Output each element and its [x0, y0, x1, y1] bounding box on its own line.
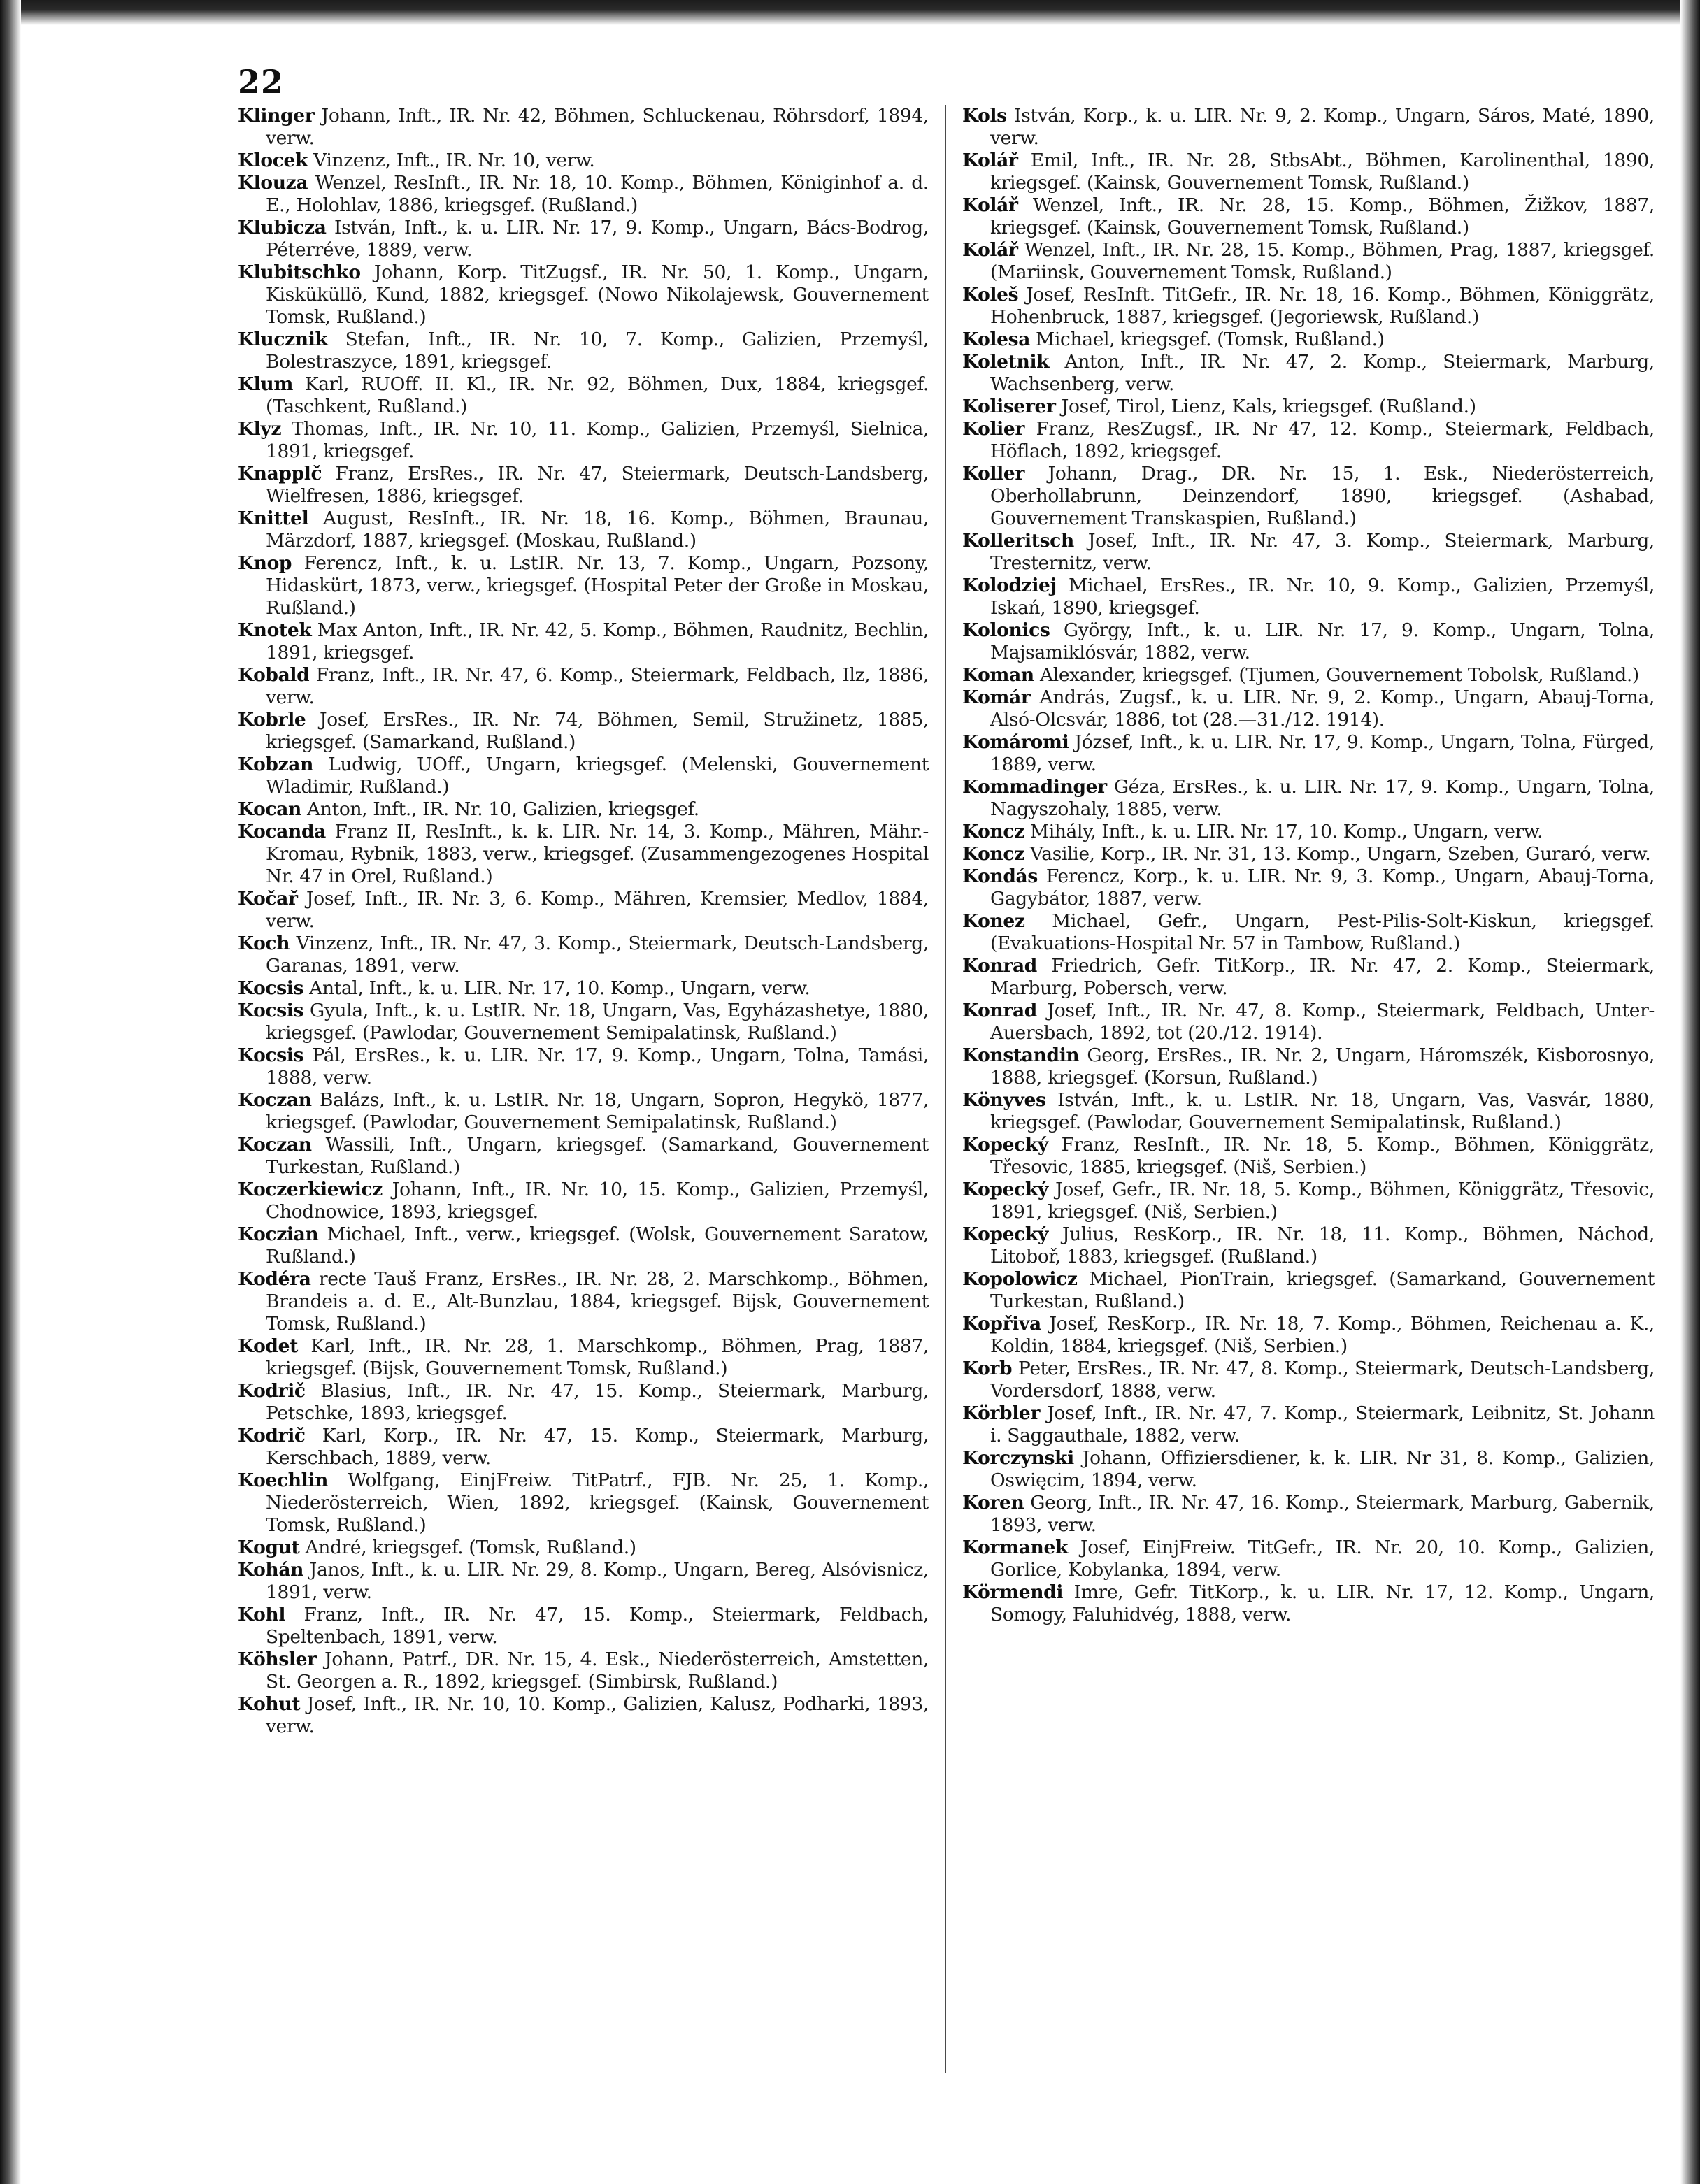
entry-surname: Kocsis [238, 1044, 304, 1066]
entry-surname: Knapplč [238, 463, 322, 484]
register-entry [238, 172, 929, 217]
entry-surname: Kobald [238, 664, 310, 686]
entry-surname: Klum [238, 373, 294, 395]
entry-details: Johann, Drag., DR. Nr. 15, 1. Esk., Niederösterreich, Oberhollabrunn, Deinzendorf, 1890, kriegsgef. (Ashabad, Gouvernement Transkaspien, Rußland.) [990, 463, 1655, 529]
entry-surname: Köhsler [238, 1648, 317, 1670]
entry-details: Karl, Inft., IR. Nr. 28, 1. Marschkomp., Böhmen, Prag, 1887, kriegsgef. (Bijsk, Gouvernement Tomsk, Rußland.) [266, 1335, 929, 1379]
entry-details: Josef, ErsRes., IR. Nr. 74, Böhmen, Semil, Stružinetz, 1885, kriegsgef. (Samarkand, Rußland.) [266, 709, 929, 753]
register-entry [238, 508, 929, 552]
register-entry [238, 709, 929, 754]
entry-details: Wassili, Inft., Ungarn, kriegsgef. (Samarkand, Gouvernement Turkestan, Rußland.) [266, 1134, 929, 1178]
scan-edge-left [0, 0, 21, 2184]
entry-details: Josef, Inft., IR. Nr. 47, 3. Komp., Steiermark, Marburg, Tresternitz, verw. [990, 530, 1655, 574]
entry-details: Josef, Gefr., IR. Nr. 18, 5. Komp., Böhmen, Königgrätz, Třesovic, 1891, kriegsgef. (Niš, Serbien.) [990, 1179, 1655, 1223]
entry-surname: Koczerkiewicz [238, 1179, 383, 1200]
entry-surname: Kormanek [962, 1537, 1068, 1558]
page-number: 22 [238, 63, 285, 101]
entry-details: István, Inft., k. u. LstIR. Nr. 18, Ungarn, Vas, Vasvár, 1880, kriegsgef. (Pawlodar, Gouvernement Semipalatinsk, Rußland.) [990, 1089, 1655, 1133]
entry-surname: Kolodziej [962, 575, 1057, 596]
register-entry [238, 329, 929, 373]
register-entry [962, 1313, 1655, 1358]
register-entry [962, 396, 1655, 418]
register-entry [238, 105, 929, 150]
entry-surname: Kolonics [962, 619, 1050, 641]
entry-surname: Knop [238, 552, 292, 574]
entry-surname: Korb [962, 1358, 1013, 1379]
entry-details: Josef, Inft., IR. Nr. 47, 7. Komp., Steiermark, Leibnitz, St. Johann i. Saggauthale, 1882, verw. [990, 1402, 1655, 1446]
entry-surname: Kocan [238, 798, 301, 820]
entry-details: Karl, Korp., IR. Nr. 47, 15. Komp., Steiermark, Marburg, Kerschbach, 1889, verw. [266, 1425, 929, 1469]
entry-surname: Korczynski [962, 1447, 1074, 1469]
entry-details: Ferencz, Korp., k. u. LIR. Nr. 9, 3. Komp., Ungarn, Abauj-Torna, Gagybátor, 1887, verw. [990, 865, 1655, 910]
register-entry [962, 687, 1655, 731]
entry-surname: Klubitschko [238, 261, 361, 283]
register-entry [238, 619, 929, 664]
entry-details: József, Inft., k. u. LIR. Nr. 17, 9. Komp., Ungarn, Tolna, Fürged, 1889, verw. [990, 731, 1655, 775]
entry-surname: Kolář [962, 239, 1018, 261]
entry-details: Thomas, Inft., IR. Nr. 10, 11. Komp., Galizien, Przemyśl, Sielnica, 1891, kriegsgef. [266, 418, 929, 462]
register-entry [962, 1492, 1655, 1537]
entry-surname: Kohut [238, 1693, 301, 1715]
register-entry [962, 1537, 1655, 1581]
entry-surname: Kodéra [238, 1268, 311, 1290]
entry-surname: Koleš [962, 284, 1019, 306]
register-entry [962, 530, 1655, 575]
entry-surname: Kopolowicz [962, 1268, 1078, 1290]
entry-details: Stefan, Inft., IR. Nr. 10, 7. Komp., Galizien, Przemyśl, Bolestraszyce, 1891, kriegsgef. [266, 329, 929, 373]
entry-surname: Kolář [962, 194, 1018, 216]
entry-surname: Kommadinger [962, 776, 1107, 798]
entry-details: Josef, Inft., IR. Nr. 10, 10. Komp., Galizien, Kalusz, Podharki, 1893, verw. [266, 1693, 929, 1737]
entry-details: recte Tauš Franz, ErsRes., IR. Nr. 28, 2. Marschkomp., Böhmen, Brandeis a. d. E., Alt-Bunzlau, 1884, kriegsgef. Bijsk, Gouvernement Tomsk, Rußland.) [266, 1268, 929, 1335]
entry-details: Wolfgang, EinjFreiw. TitPatrf., FJB. Nr. 25, 1. Komp., Niederösterreich, Wien, 1892, kriegsgef. (Kainsk, Gouvernement Tomsk, Rußland.) [266, 1470, 929, 1536]
entry-details: Blasius, Inft., IR. Nr. 47, 15. Komp., Steiermark, Marburg, Petschke, 1893, kriegsgef. [266, 1380, 929, 1424]
entry-surname: Klubicza [238, 217, 327, 238]
register-entry [962, 1402, 1655, 1447]
entry-surname: Kohl [238, 1604, 286, 1625]
register-entry [238, 261, 929, 329]
entry-details: Karl, RUOff. II. Kl., IR. Nr. 92, Böhmen, Dux, 1884, kriegsgef. (Taschkent, Rußland.) [266, 373, 929, 417]
entry-surname: Kogut [238, 1537, 300, 1558]
entry-surname: Klinger [238, 105, 315, 127]
entry-details: István, Inft., k. u. LIR. Nr. 17, 9. Komp., Ungarn, Bács-Bodrog, Péterréve, 1889, verw. [266, 217, 929, 261]
register-entry [962, 1223, 1655, 1268]
entry-surname: Koechlin [238, 1470, 328, 1491]
register-entry [962, 821, 1655, 843]
entry-details: Anton, Inft., IR. Nr. 47, 2. Komp., Steiermark, Marburg, Wachsenberg, verw. [990, 351, 1655, 395]
register-entry [238, 1537, 929, 1559]
register-entry [238, 373, 929, 418]
entry-details: Wenzel, Inft., IR. Nr. 28, 15. Komp., Böhmen, Prag, 1887, kriegsgef. (Mariinsk, Gouvernement Tomsk, Rußland.) [990, 239, 1655, 283]
entry-details: Josef, EinjFreiw. TitGefr., IR. Nr. 20, 10. Komp., Galizien, Gorlice, Kobylanka, 1894, verw. [990, 1537, 1655, 1581]
register-entry [238, 1179, 929, 1223]
register-entry [962, 664, 1655, 687]
entry-surname: Komár [962, 687, 1031, 708]
entry-details: Michael, Gefr., Ungarn, Pest-Pilis-Solt-Kiskun, kriegsgef. (Evakuations-Hospital Nr. 57 in Tambow, Rußland.) [990, 910, 1655, 954]
entry-details: Vinzenz, Inft., IR. Nr. 10, verw. [313, 150, 595, 171]
register-entry [238, 1380, 929, 1425]
entry-surname: Konez [962, 910, 1025, 932]
entry-details: György, Inft., k. u. LIR. Nr. 17, 9. Komp., Ungarn, Tolna, Majsamiklósvár, 1882, verw. [990, 619, 1655, 663]
left-column [238, 105, 929, 1738]
entry-surname: Kodet [238, 1335, 299, 1357]
register-entry [238, 1470, 929, 1537]
entry-surname: Könyves [962, 1089, 1046, 1111]
register-entry [238, 418, 929, 463]
entry-surname: Koren [962, 1492, 1024, 1514]
register-entry [962, 1089, 1655, 1134]
entry-surname: Kopřiva [962, 1313, 1041, 1335]
register-entry [238, 463, 929, 508]
entry-surname: Komáromi [962, 731, 1069, 753]
entry-details: Mihály, Inft., k. u. LIR. Nr. 17, 10. Komp., Ungarn, verw. [1029, 821, 1543, 842]
register-entry [238, 1335, 929, 1380]
register-entry [962, 105, 1655, 150]
entry-details: Georg, Inft., IR. Nr. 47, 16. Komp., Steiermark, Marburg, Gabernik, 1893, verw. [990, 1492, 1655, 1536]
register-entry [238, 664, 929, 709]
register-entry [962, 418, 1655, 463]
entry-surname: Kocanda [238, 821, 326, 842]
register-entry [962, 194, 1655, 239]
entry-details: Peter, ErsRes., IR. Nr. 47, 8. Komp., Steiermark, Deutsch-Landsberg, Vordersdorf, 1888, verw. [990, 1358, 1655, 1402]
register-entry [238, 1425, 929, 1470]
entry-surname: Koncz [962, 821, 1024, 842]
register-entry [962, 865, 1655, 910]
register-entry [238, 1604, 929, 1648]
entry-details: Janos, Inft., k. u. LIR. Nr. 29, 8. Komp., Ungarn, Bereg, Alsóvisnicz, 1891, verw. [266, 1559, 929, 1603]
register-entry [238, 1559, 929, 1604]
entry-details: Wenzel, ResInft., IR. Nr. 18, 10. Komp., Böhmen, Königinhof a. d. E., Holohlav, 1886, kriegsgef. (Rußland.) [266, 172, 929, 216]
entry-surname: Kolesa [962, 329, 1031, 350]
entry-surname: Koletnik [962, 351, 1050, 373]
entry-surname: Koman [962, 664, 1034, 686]
entry-details: Anton, Inft., IR. Nr. 10, Galizien, kriegsgef. [307, 798, 699, 820]
register-entry [238, 888, 929, 933]
entry-details: Géza, ErsRes., k. u. LIR. Nr. 17, 9. Komp., Ungarn, Tolna, Nagyszohaly, 1885, verw. [990, 776, 1655, 820]
entry-details: Ferencz, Inft., k. u. LstIR. Nr. 13, 7. Komp., Ungarn, Pozsony, Hidaskürt, 1873, verw., kriegsgef. (Hospital Peter der Große in Moskau, Rußland.) [266, 552, 929, 619]
entry-details: Friedrich, Gefr. TitKorp., IR. Nr. 47, 2. Komp., Steiermark, Marburg, Pobersch, verw. [990, 955, 1655, 999]
entry-surname: Kobrle [238, 709, 306, 731]
register-entry [238, 933, 929, 977]
entry-details: Franz, ErsRes., IR. Nr. 47, Steiermark, Deutsch-Landsberg, Wielfresen, 1886, kriegsgef. [266, 463, 929, 507]
register-entry [238, 1268, 929, 1335]
entry-details: Julius, ResKorp., IR. Nr. 18, 11. Komp., Böhmen, Náchod, Litoboř, 1883, kriegsgef. (Rußland.) [990, 1223, 1655, 1267]
entry-details: Emil, Inft., IR. Nr. 28, StbsAbt., Böhmen, Karolinenthal, 1890, kriegsgef. (Kainsk, Gouvernement Tomsk, Rußland.) [990, 150, 1655, 194]
register-entry [962, 1179, 1655, 1223]
register-entry [962, 955, 1655, 1000]
column-divider [945, 105, 946, 2073]
register-entry [962, 575, 1655, 619]
register-entry [962, 910, 1655, 955]
entry-details: Franz, Inft., IR. Nr. 47, 15. Komp., Steiermark, Feldbach, Speltenbach, 1891, verw. [266, 1604, 929, 1648]
entry-surname: Kolier [962, 418, 1024, 440]
right-column [962, 105, 1655, 1626]
entry-details: András, Zugsf., k. u. LIR. Nr. 9, 2. Komp., Ungarn, Abauj-Torna, Alsó-Olcsvár, 1886, tot (28.—31./12. 1914). [990, 687, 1655, 731]
entry-surname: Konrad [962, 955, 1037, 977]
entry-details: Michael, PionTrain, kriegsgef. (Samarkand, Gouvernement Turkestan, Rußland.) [990, 1268, 1655, 1312]
entry-details: Johann, Patrf., DR. Nr. 15, 4. Esk., Niederösterreich, Amstetten, St. Georgen a. R., 1892, kriegsgef. (Simbirsk, Rußland.) [266, 1648, 929, 1693]
entry-details: Johann, Inft., IR. Nr. 42, Böhmen, Schluckenau, Röhrsdorf, 1894, verw. [266, 105, 929, 149]
entry-details: Michael, kriegsgef. (Tomsk, Rußland.) [1036, 329, 1385, 350]
register-entry [238, 1223, 929, 1268]
entry-surname: Knittel [238, 508, 309, 529]
entry-details: Franz II, ResInft., k. k. LIR. Nr. 14, 3. Komp., Mähren, Mähr.-Kromau, Rybnik, 1883, verw., kriegsgef. (Zusammengezogenes Hospital Nr. 47 in Orel, Rußland.) [266, 821, 929, 887]
register-entry [238, 1000, 929, 1044]
register-entry [962, 284, 1655, 329]
register-entry [962, 776, 1655, 821]
entry-surname: Kolleritsch [962, 530, 1074, 552]
register-entry [238, 552, 929, 619]
entry-surname: Kohán [238, 1559, 304, 1581]
scan-edge-top [0, 0, 1700, 25]
register-entry [962, 731, 1655, 776]
entry-surname: Kocsis [238, 1000, 304, 1021]
entry-surname: Knotek [238, 619, 312, 641]
entry-details: Johann, Offiziersdiener, k. k. LIR. Nr 31, 8. Komp., Galizien, Oswięcim, 1894, verw. [990, 1447, 1655, 1491]
entry-details: Josef, ResKorp., IR. Nr. 18, 7. Komp., Böhmen, Reichenau a. K., Koldin, 1884, kriegsgef. (Niš, Serbien.) [990, 1313, 1655, 1357]
entry-surname: Kodrič [238, 1380, 306, 1402]
register-entry [962, 1268, 1655, 1313]
scan-edge-right [1680, 0, 1700, 2184]
register-entry [962, 329, 1655, 351]
entry-details: Alexander, kriegsgef. (Tjumen, Gouvernement Tobolsk, Rußland.) [1039, 664, 1639, 686]
entry-surname: Kopecký [962, 1134, 1048, 1156]
entry-details: August, ResInft., IR. Nr. 18, 16. Komp., Böhmen, Braunau, Märzdorf, 1887, kriegsgef. (Moskau, Rußland.) [266, 508, 929, 552]
entry-details: Imre, Gefr. TitKorp., k. u. LIR. Nr. 17, 12. Komp., Ungarn, Somogy, Faluhidvég, 1888, verw. [990, 1581, 1655, 1625]
entry-details: Pál, ErsRes., k. u. LIR. Nr. 17, 9. Komp., Ungarn, Tolna, Tamási, 1888, verw. [266, 1044, 929, 1089]
register-entry [962, 1447, 1655, 1492]
entry-surname: Kopecký [962, 1223, 1048, 1245]
register-entry [962, 150, 1655, 194]
entry-surname: Klouza [238, 172, 308, 194]
entry-details: Gyula, Inft., k. u. LstIR. Nr. 18, Ungarn, Vas, Egyházashetye, 1880, kriegsgef. (Pawlodar, Gouvernement Semipalatinsk, Rußland.) [266, 1000, 929, 1044]
entry-surname: Klyz [238, 418, 282, 440]
entry-surname: Kočař [238, 888, 298, 910]
entry-surname: Konrad [962, 1000, 1037, 1021]
entry-surname: Konstandin [962, 1044, 1080, 1066]
register-entry [238, 150, 929, 172]
register-entry [962, 351, 1655, 396]
entry-details: Johann, Inft., IR. Nr. 10, 15. Komp., Galizien, Przemyśl, Chodnowice, 1893, kriegsgef. [266, 1179, 929, 1223]
register-entry [962, 619, 1655, 664]
entry-details: André, kriegsgef. (Tomsk, Rußland.) [305, 1537, 636, 1558]
register-entry [962, 1358, 1655, 1402]
entry-surname: Klucznik [238, 329, 328, 350]
entry-details: Johann, Korp. TitZugsf., IR. Nr. 50, 1. Komp., Ungarn, Kisküküllö, Kund, 1882, kriegsgef. (Nowo Nikolajewsk, Gouvernement Tomsk, Rußland.) [266, 261, 929, 328]
entry-surname: Kopecký [962, 1179, 1048, 1200]
entry-surname: Körbler [962, 1402, 1041, 1424]
entry-details: Michael, ErsRes., IR. Nr. 10, 9. Komp., Galizien, Przemyśl, Iskań, 1890, kriegsgef. [990, 575, 1655, 619]
register-entry [962, 239, 1655, 284]
entry-surname: Kolář [962, 150, 1018, 171]
register-entry [238, 1648, 929, 1693]
entry-details: Vinzenz, Inft., IR. Nr. 47, 3. Komp., Steiermark, Deutsch-Landsberg, Garanas, 1891, verw. [266, 933, 929, 977]
register-entry [962, 1134, 1655, 1179]
entry-surname: Koncz [962, 843, 1024, 865]
entry-details: Michael, Inft., verw., kriegsgef. (Wolsk, Gouvernement Saratow, Rußland.) [266, 1223, 929, 1267]
entry-details: Antal, Inft., k. u. LIR. Nr. 17, 10. Komp., Ungarn, verw. [309, 977, 810, 999]
entry-details: Josef, Tirol, Lienz, Kals, kriegsgef. (Rußland.) [1061, 396, 1476, 417]
entry-surname: Kols [962, 105, 1007, 127]
entry-details: Wenzel, Inft., IR. Nr. 28, 15. Komp., Böhmen, Žižkov, 1887, kriegsgef. (Kainsk, Gouvernement Tomsk, Rußland.) [990, 194, 1655, 238]
register-entry [962, 843, 1655, 865]
entry-details: Josef, Inft., IR. Nr. 3, 6. Komp., Mähren, Kremsier, Medlov, 1884, verw. [266, 888, 929, 932]
register-entry [962, 1044, 1655, 1089]
register-entry [238, 798, 929, 821]
entry-surname: Kobzan [238, 754, 314, 775]
register-entry [238, 1044, 929, 1089]
entry-surname: Körmendi [962, 1581, 1064, 1603]
entry-surname: Kocsis [238, 977, 304, 999]
register-entry [238, 977, 929, 1000]
entry-details: István, Korp., k. u. LIR. Nr. 9, 2. Komp., Ungarn, Sáros, Maté, 1890, verw. [990, 105, 1655, 149]
entry-surname: Kondás [962, 865, 1038, 887]
entry-details: Georg, ErsRes., IR. Nr. 2, Ungarn, Háromszék, Kisborosnyo, 1888, kriegsgef. (Korsun, Rußland.) [990, 1044, 1655, 1089]
entry-surname: Koczan [238, 1089, 312, 1111]
entry-details: Josef, ResInft. TitGefr., IR. Nr. 18, 16. Komp., Böhmen, Königgrätz, Hohenbruck, 1887, kriegsgef. (Jegoriewsk, Rußland.) [990, 284, 1655, 328]
entry-details: Josef, Inft., IR. Nr. 47, 8. Komp., Steiermark, Feldbach, Unter-Auersbach, 1892, tot (20./12. 1914). [990, 1000, 1655, 1044]
entry-details: Max Anton, Inft., IR. Nr. 42, 5. Komp., Böhmen, Raudnitz, Bechlin, 1891, kriegsgef. [266, 619, 929, 663]
entry-details: Franz, Inft., IR. Nr. 47, 6. Komp., Steiermark, Feldbach, Ilz, 1886, verw. [266, 664, 929, 708]
register-entry [962, 1581, 1655, 1626]
entry-details: Vasilie, Korp., IR. Nr. 31, 13. Komp., Ungarn, Szeben, Guraró, verw. [1029, 843, 1651, 865]
entry-surname: Koczan [238, 1134, 312, 1156]
register-entry [962, 1000, 1655, 1044]
register-entry [962, 463, 1655, 530]
register-entry [238, 217, 929, 261]
entry-surname: Klocek [238, 150, 308, 171]
register-entry [238, 821, 929, 888]
entry-surname: Kodrič [238, 1425, 306, 1446]
entry-surname: Koller [962, 463, 1024, 484]
register-entry [238, 1134, 929, 1179]
entry-surname: Koch [238, 933, 290, 954]
entry-details: Franz, ResInft., IR. Nr. 18, 5. Komp., Böhmen, Königgrätz, Třesovic, 1885, kriegsgef. (Niš, Serbien.) [990, 1134, 1655, 1178]
register-entry [238, 1693, 929, 1738]
entry-details: Franz, ResZugsf., IR. Nr 47, 12. Komp., Steiermark, Feldbach, Höflach, 1892, kriegsgef. [990, 418, 1655, 462]
entry-surname: Koliserer [962, 396, 1056, 417]
register-entry [238, 754, 929, 798]
register-entry [238, 1089, 929, 1134]
entry-details: Ludwig, UOff., Ungarn, kriegsgef. (Melenski, Gouvernement Wladimir, Rußland.) [266, 754, 929, 798]
entry-details: Balázs, Inft., k. u. LstIR. Nr. 18, Ungarn, Sopron, Hegykö, 1877, kriegsgef. (Pawlodar, Gouvernement Semipalatinsk, Rußland.) [266, 1089, 929, 1133]
entry-surname: Koczian [238, 1223, 319, 1245]
